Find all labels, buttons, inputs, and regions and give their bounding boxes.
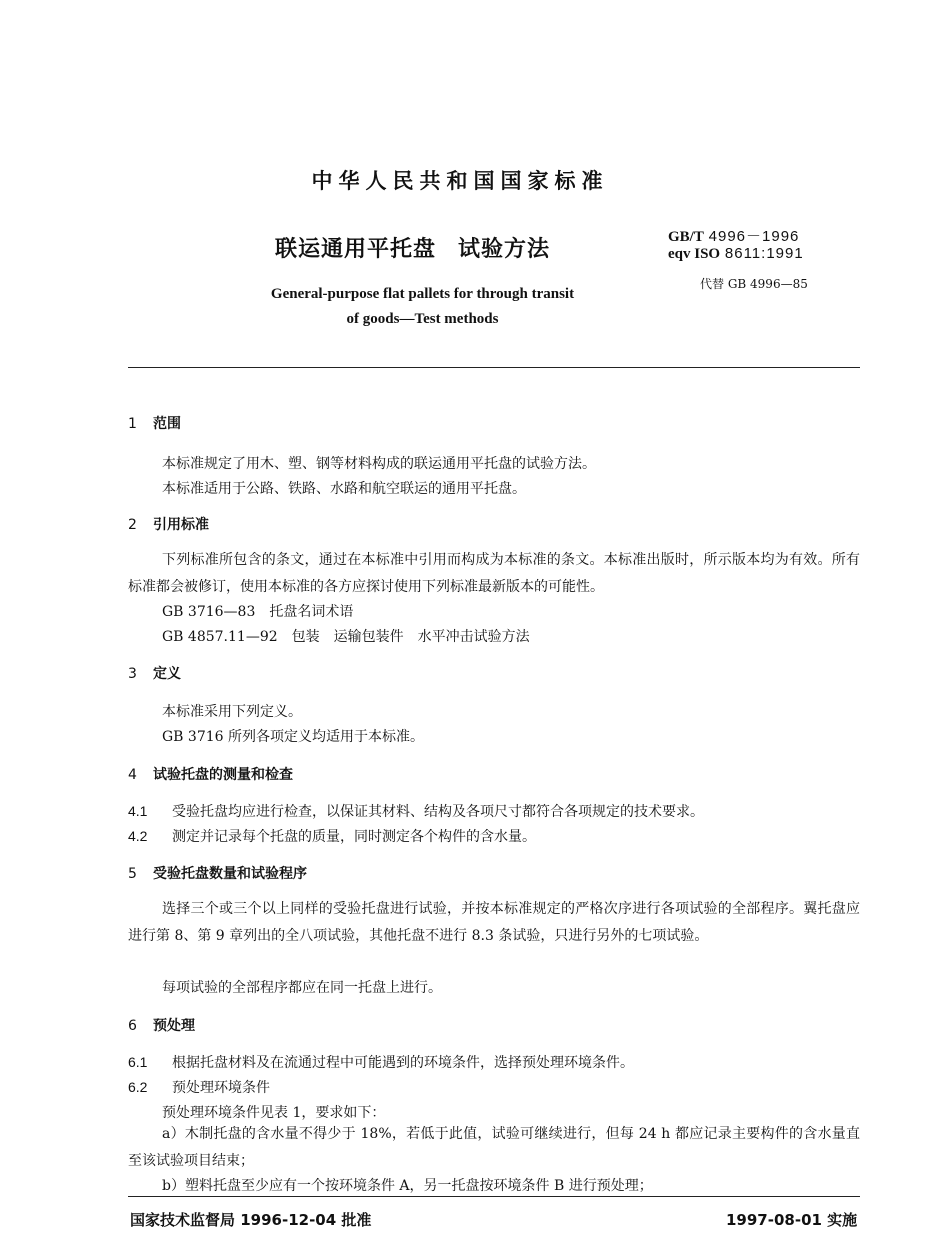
clause-text: 预处理环境条件	[172, 1080, 270, 1096]
eqv-number: 8611:1991	[724, 245, 804, 262]
section-1-paragraph-2: 本标准适用于公路、铁路、水路和航空联运的通用平托盘。	[162, 481, 526, 497]
national-standard-heading: 中华人民共和国国家标准	[311, 169, 609, 193]
section-number: 4	[128, 767, 137, 783]
clause-6-1	[128, 1052, 634, 1072]
std-code-prefix: GB/T	[668, 229, 704, 245]
section-6-heading	[128, 1015, 195, 1035]
section-2-paragraph-1: 下列标准所包含的条文，通过在本标准中引用而构成为本标准的条文。本标准出版时，所示版本均为有效。所有标准都会被修订，使用本标准的各方应探讨使用下列标准最新版本的可能性。	[128, 552, 860, 595]
approval-note: 国家技术监督局 1996-12-04 批准	[130, 1211, 372, 1229]
section-title: 预处理	[153, 1018, 195, 1034]
section-2-heading	[128, 514, 209, 534]
clause-4-1	[128, 801, 704, 821]
section-number: 2	[128, 517, 137, 533]
section-title: 试验托盘的测量和检查	[153, 767, 293, 783]
section-1-heading	[128, 413, 181, 433]
clause-text: 受验托盘均应进行检查，以保证其材料、结构及各项尺寸都符合各项规定的技术要求。	[172, 804, 704, 820]
section-number: 1	[128, 416, 137, 432]
section-5-heading	[128, 863, 307, 883]
section-number: 6	[128, 1018, 137, 1034]
standard-code-block	[668, 228, 804, 262]
header-divider	[128, 367, 860, 368]
replaces-note: 代替 GB 4996—85	[700, 277, 808, 291]
footer-divider	[128, 1196, 860, 1197]
section-title: 定义	[153, 666, 181, 682]
section-1-paragraph-1: 本标准规定了用木、塑、钢等材料构成的联运通用平托盘的试验方法。	[162, 456, 596, 472]
section-number: 5	[128, 866, 137, 882]
section-title: 范围	[153, 416, 181, 432]
title-cn-part1: 联运通用平托盘	[275, 237, 437, 262]
clause-6-2-intro: 预处理环境条件见表 1，要求如下：	[162, 1105, 386, 1121]
clause-6-2	[128, 1077, 270, 1097]
list-item-b: b）塑料托盘至少应有一个按环境条件 A，另一托盘按环境条件 B 进行预处理；	[162, 1178, 653, 1194]
section-5-paragraph-2: 每项试验的全部程序都应在同一托盘上进行。	[162, 980, 442, 996]
clause-text: 根据托盘材料及在流通过程中可能遇到的环境条件，选择预处理环境条件。	[172, 1055, 634, 1071]
clause-number: 6.1	[128, 1054, 148, 1070]
section-3-paragraph-2: GB 3716 所列各项定义均适用于本标准。	[162, 729, 425, 745]
implementation-date: 1997-08-01 实施	[726, 1211, 858, 1229]
clause-number: 6.2	[128, 1079, 148, 1095]
section-title: 引用标准	[153, 517, 209, 533]
document-title-cn	[275, 232, 550, 263]
clause-number: 4.2	[128, 828, 148, 844]
section-5-paragraph-1: 选择三个或三个以上同样的受验托盘进行试验，并按本标准规定的严格次序进行各项试验的全部程序。翼托盘应进行第 8、第 9 章列出的全八项试验，其他托盘不进行 8.3 条试验，只进行另外的七项试验。	[128, 901, 860, 944]
std-code-number: 4996－1996	[708, 228, 800, 245]
title-en-line1: General-purpose flat pallets for through transit	[270, 286, 575, 302]
reference-gb4857: GB 4857.11—92 包装 运输包装件 水平冲击试验方法	[162, 629, 530, 645]
reference-gb3716: GB 3716—83 托盘名词术语	[162, 604, 354, 620]
section-4-heading	[128, 764, 293, 784]
title-en-line2: of goods—Test methods	[346, 311, 499, 327]
clause-text: 测定并记录每个托盘的质量，同时测定各个构件的含水量。	[172, 829, 536, 845]
document-title-en	[250, 282, 595, 332]
section-3-paragraph-1: 本标准采用下列定义。	[162, 704, 302, 720]
section-3-heading	[128, 663, 181, 683]
clause-4-2	[128, 826, 536, 846]
eqv-prefix: eqv ISO	[668, 246, 721, 262]
section-title: 受验托盘数量和试验程序	[153, 866, 307, 882]
section-number: 3	[128, 666, 137, 682]
clause-number: 4.1	[128, 803, 148, 819]
list-item-a: a）木制托盘的含水量不得少于 18%，若低于此值，试验可继续进行，但每 24 h 都应记录主要构件的含水量直至该试验项目结束；	[128, 1126, 860, 1169]
title-cn-part2: 试验方法	[458, 237, 551, 262]
